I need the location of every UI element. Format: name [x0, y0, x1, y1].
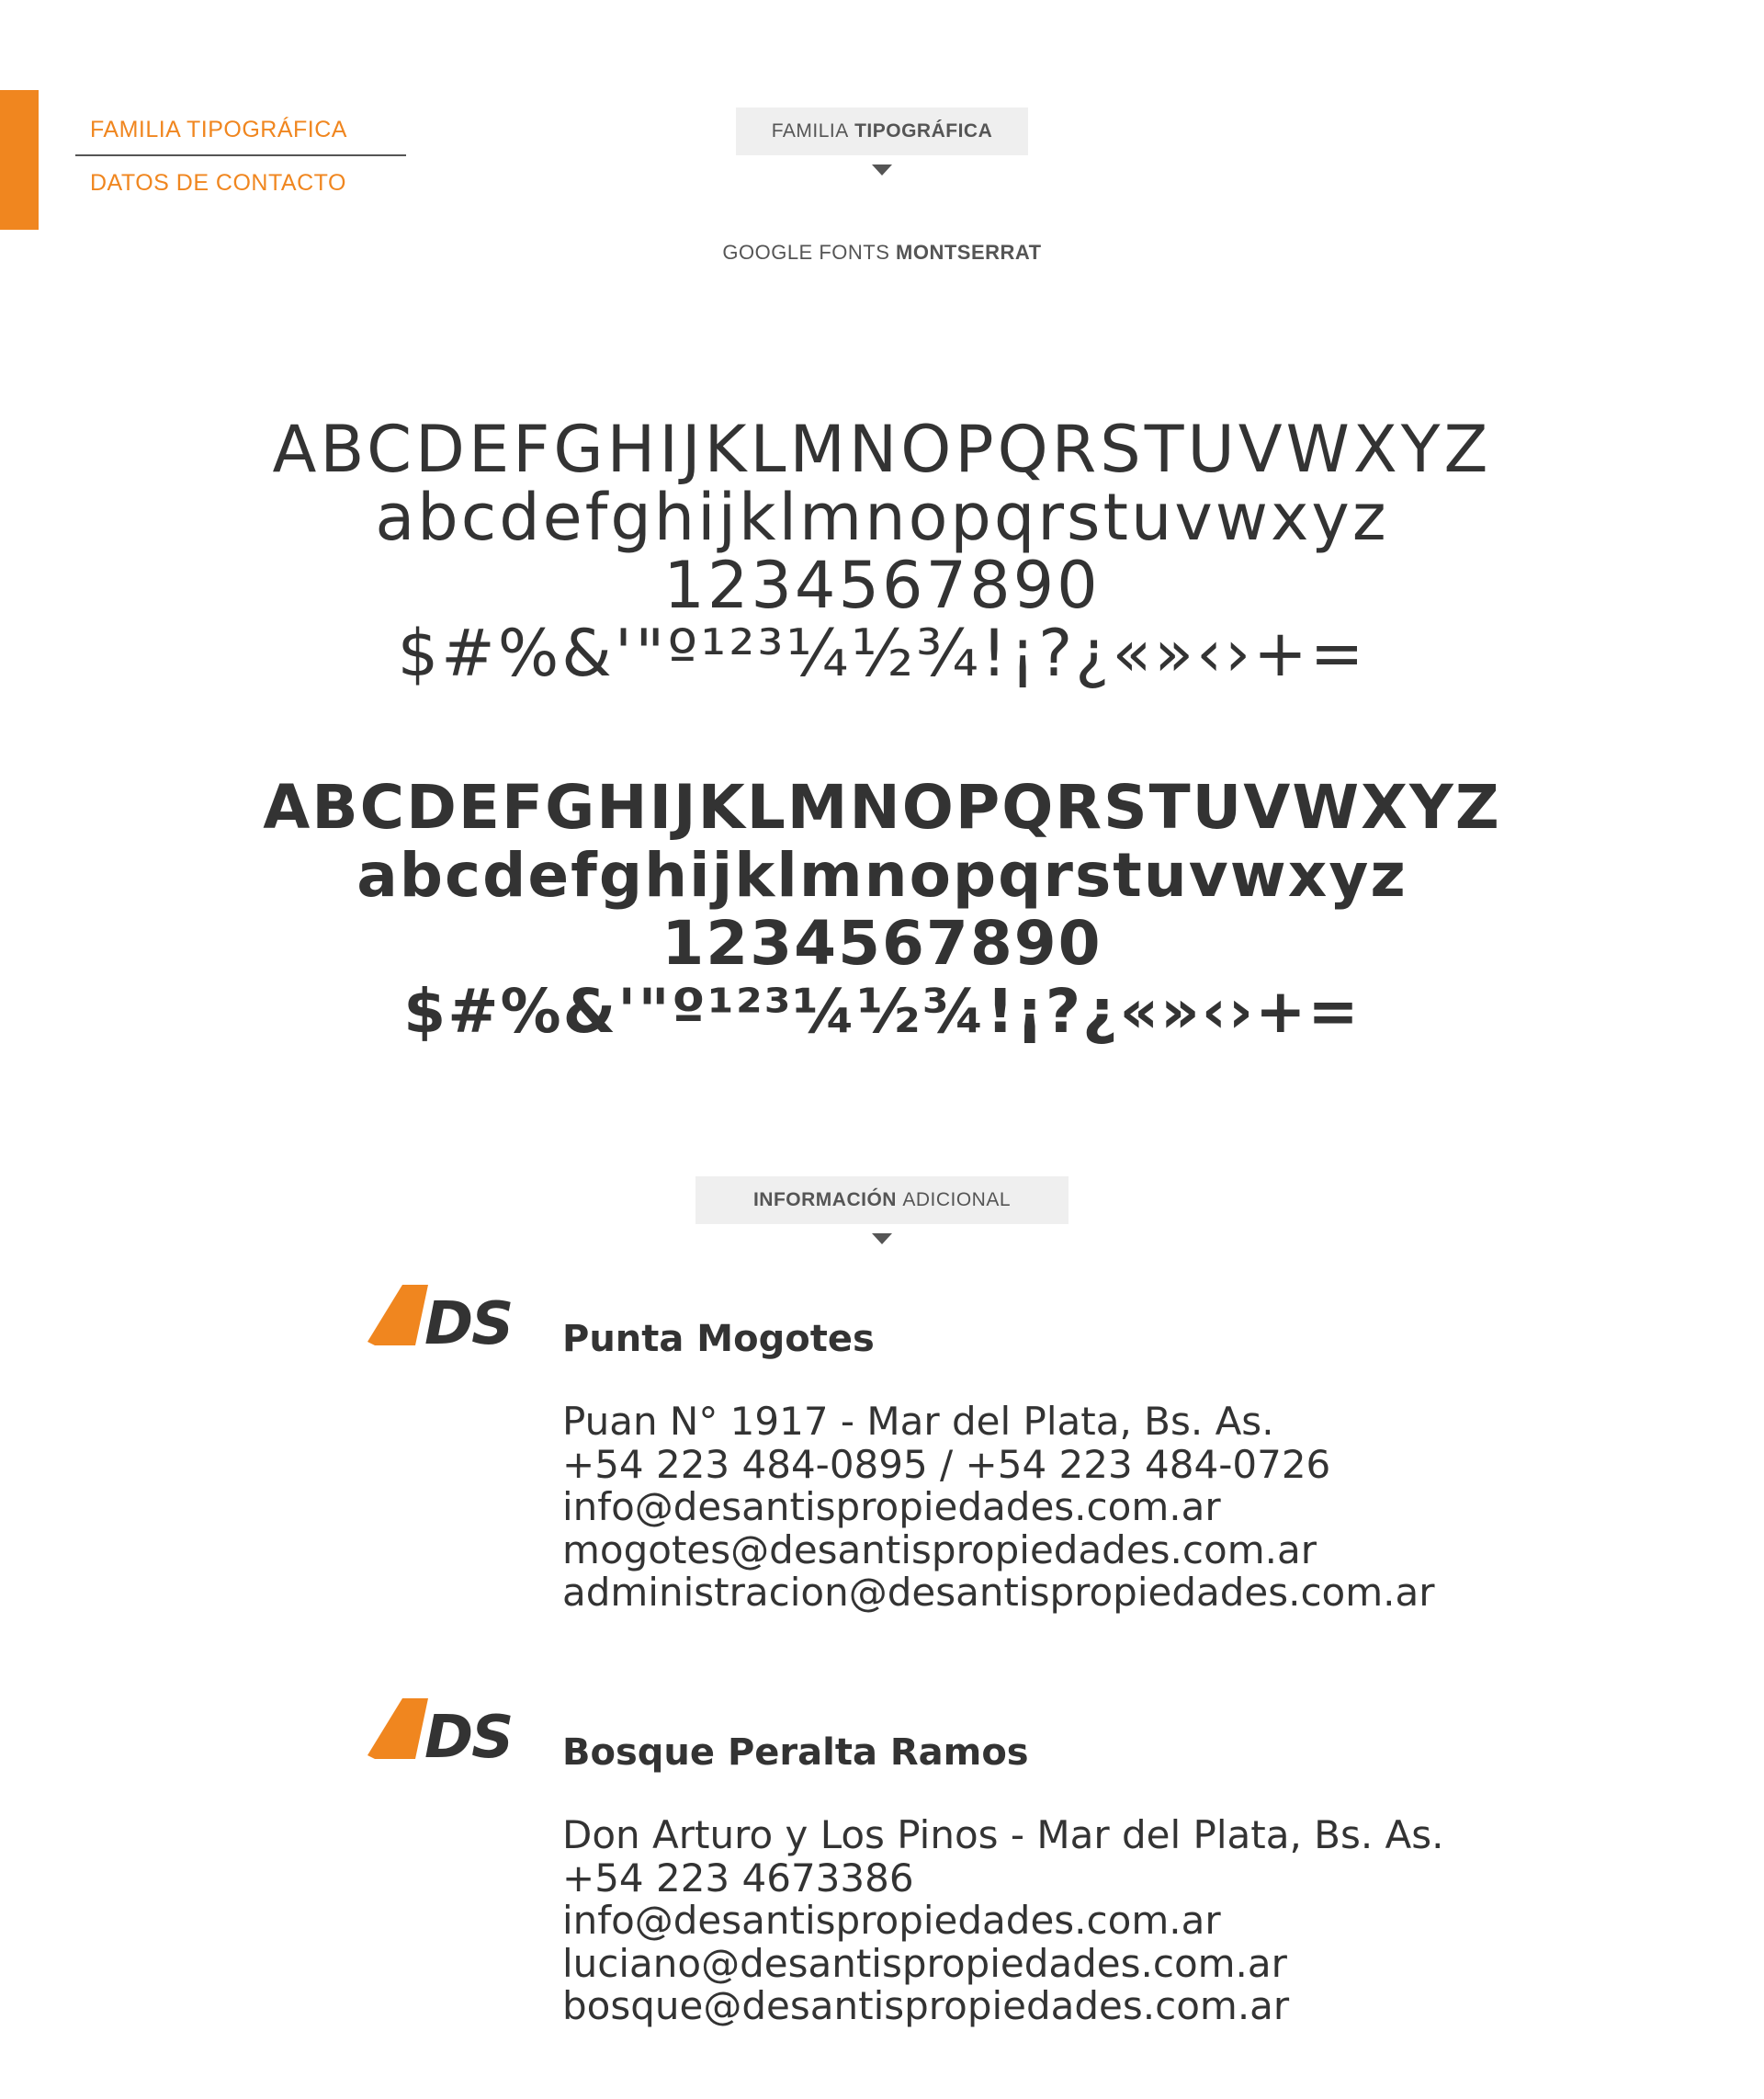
font-caption-source: GOOGLE FONTS: [722, 241, 890, 264]
office-email[interactable]: bosque@desantispropiedades.com.ar: [562, 1983, 1290, 2028]
office-email[interactable]: info@desantispropiedades.com.ar: [562, 1898, 1221, 1943]
office-phone: +54 223 484-0895 / +54 223 484-0726: [562, 1441, 1331, 1487]
logo-roof-shape: [368, 1698, 428, 1759]
logo-monogram: DS: [424, 1704, 513, 1764]
font-caption-name: MONTSERRAT: [896, 241, 1042, 264]
tab-label-bold: INFORMACIÓN: [752, 1189, 897, 1210]
office-email[interactable]: info@desantispropiedades.com.ar: [562, 1484, 1221, 1529]
triangle-down-icon: [872, 165, 892, 176]
specimen-lowercase: abcdefghijklmnopqrstuvwxyz: [375, 480, 1389, 555]
bold-specimen: [0, 774, 1764, 1046]
specimen-symbols: $#%&'"º¹²³¼½¾!¡?¿«»‹›+=: [403, 976, 1361, 1047]
side-nav: [75, 108, 406, 204]
office-email[interactable]: luciano@desantispropiedades.com.ar: [562, 1940, 1287, 1986]
office-details: [562, 1401, 1435, 1615]
office-phone: +54 223 4673386: [562, 1855, 914, 1900]
office-email[interactable]: administracion@desantispropiedades.com.ar: [562, 1570, 1435, 1615]
office-name: Punta Mogotes: [562, 1318, 875, 1360]
ds-logo: [368, 1698, 524, 1764]
nav-item-familia-tipografica[interactable]: FAMILIA TIPOGRÁFICA: [90, 117, 347, 142]
office-address: Don Arturo y Los Pinos - Mar del Plata, Bs. As.: [562, 1812, 1444, 1857]
specimen-digits: 1234567890: [662, 908, 1102, 979]
specimen-uppercase: ABCDEFGHIJKLMNOPQRSTUVWXYZ: [263, 772, 1501, 843]
logo-monogram: DS: [424, 1290, 513, 1351]
tab-label-light: FAMILIA: [771, 120, 849, 142]
tab-label-light: ADICIONAL: [902, 1189, 1012, 1210]
office-name: Bosque Peralta Ramos: [562, 1731, 1029, 1774]
nav-divider: [75, 154, 406, 156]
office-details: [562, 1814, 1444, 2028]
office-address: Puan N° 1917 - Mar del Plata, Bs. As.: [562, 1399, 1274, 1444]
logo-roof-shape: [368, 1285, 428, 1345]
section-tab-familia-tipografica: [736, 108, 1028, 155]
tab-label-bold: TIPOGRÁFICA: [854, 120, 993, 142]
ds-logo: [368, 1285, 524, 1351]
specimen-digits: 1234567890: [663, 548, 1101, 623]
specimen-uppercase: ABCDEFGHIJKLMNOPQRSTUVWXYZ: [272, 412, 1492, 487]
office-email[interactable]: mogotes@desantispropiedades.com.ar: [562, 1526, 1317, 1572]
triangle-down-icon: [872, 1233, 892, 1244]
section-tab-informacion-adicional: [695, 1176, 1069, 1224]
specimen-symbols: $#%&'"º¹²³¼½¾!¡?¿«»‹›+=: [397, 616, 1367, 691]
light-specimen: [0, 412, 1764, 691]
accent-bar: [0, 90, 39, 230]
specimen-lowercase: abcdefghijklmnopqrstuvwxyz: [356, 840, 1408, 911]
nav-item-datos-de-contacto[interactable]: DATOS DE CONTACTO: [90, 170, 346, 196]
font-caption: [0, 241, 1764, 265]
